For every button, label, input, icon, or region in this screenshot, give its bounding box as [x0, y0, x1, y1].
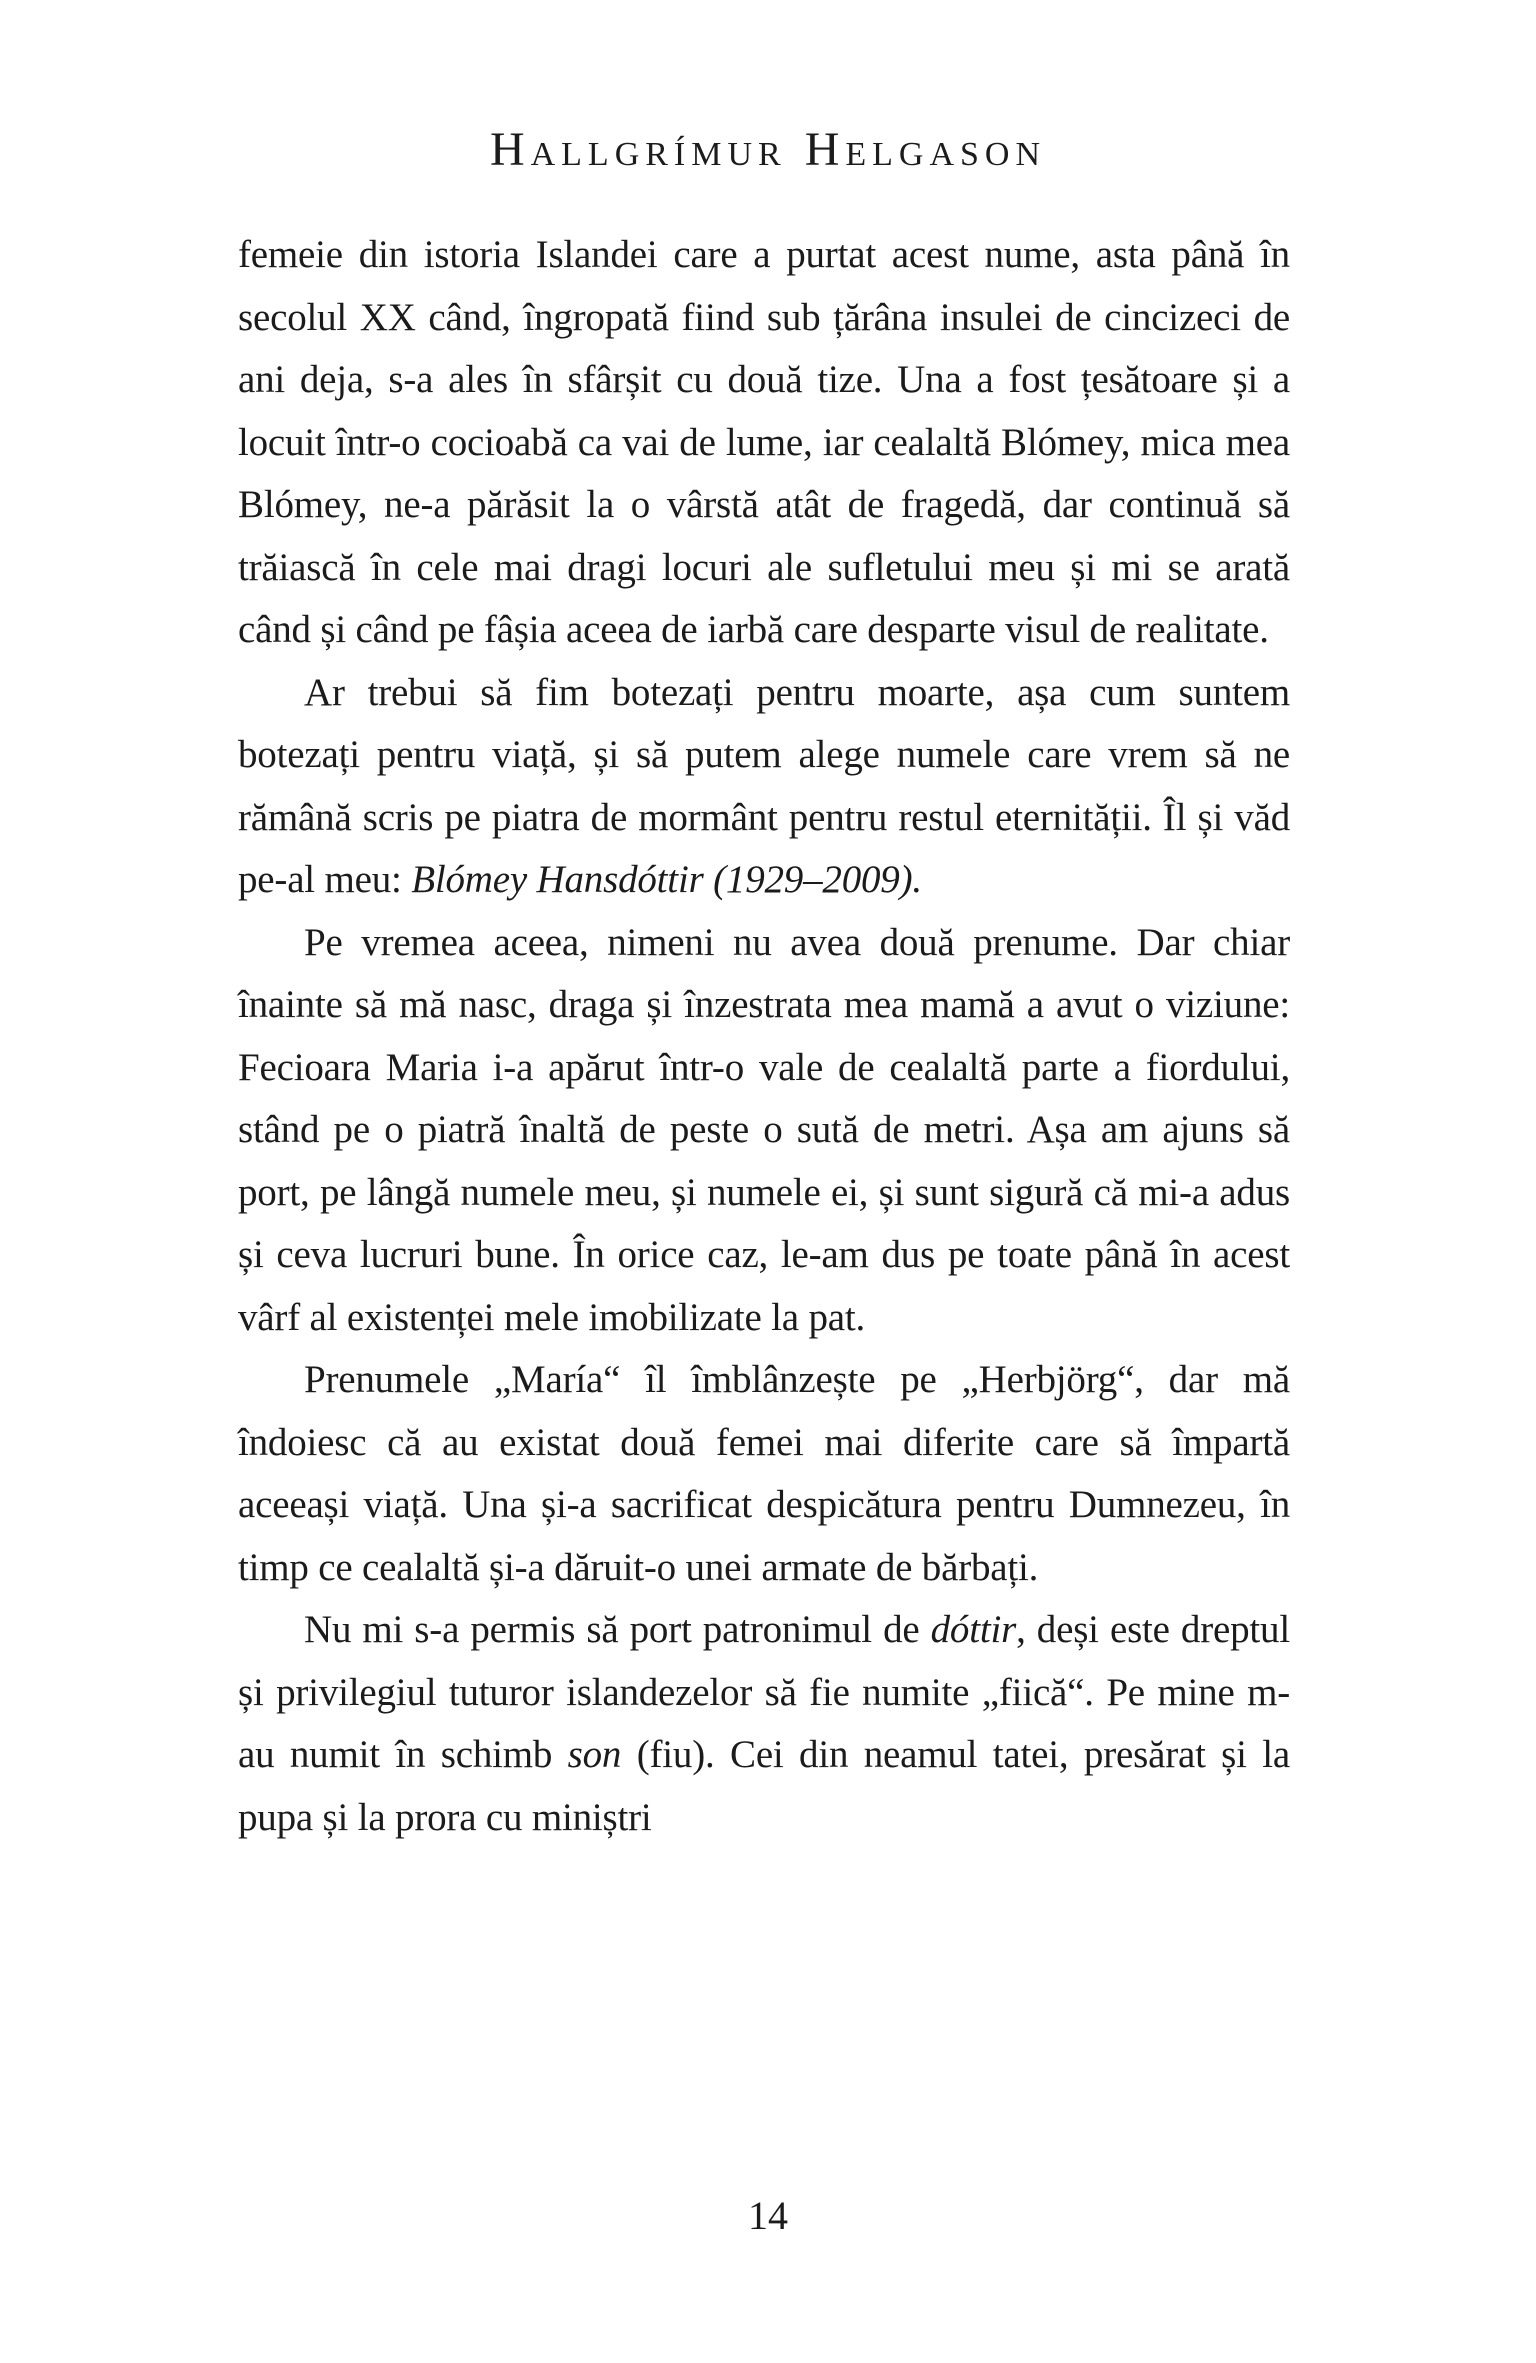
italic-text-segment: son [567, 1733, 622, 1776]
paragraph [238, 662, 1290, 912]
italic-text-segment: Blómey Hansdóttir (1929–2009). [411, 858, 922, 901]
paragraph [238, 224, 1290, 662]
text-segment: Ar trebui să fim botezați pentru moarte, așa cum suntem botezați pentru viață, și să putem alege numele care vrem să ne rămână scris pe piatra de mormânt pentru restul eternității. Îl și văd pe-al meu: [238, 670, 1290, 901]
paragraph [238, 1349, 1290, 1599]
page-number: 14 [748, 2193, 788, 2238]
running-header: Hallgrímur Helgason [489, 123, 1047, 176]
body-text [238, 224, 1290, 1849]
paragraph [238, 1599, 1290, 1849]
text-segment: Pe vremea aceea, nimeni nu avea două prenume. Dar chiar înainte să mă nasc, draga și înzestrata mea mamă a avut o viziune: Fecioara Maria i-a apărut într-o vale de cealaltă parte a fiordului, stând pe o piatră înaltă de peste o sută de metri. Așa am ajuns să port, pe lângă numele meu, și numele ei, și sunt sigură că mi-a adus și ceva lucruri bune. În orice caz, le-am dus pe toate până în acest vârf al existenței mele imobilizate la pat. [238, 920, 1290, 1339]
text-segment: Prenumele „María“ îl îmblânzește pe „Herbjörg“, dar mă îndoiesc că au existat două femei mai diferite care să împartă aceeași viață. Una și-a sacrificat despicătura pentru Dumnezeu, în timp ce cealaltă și-a dăruit-o unei armate de bărbați. [238, 1358, 1290, 1589]
text-segment: (fiu). Cei din neamul tatei, presărat și la pupa și la prora cu miniștri [238, 1733, 1290, 1839]
text-segment: Nu mi s-a permis să port patronimul de [304, 1608, 931, 1651]
text-segment: femeie din istoria Islandei care a purtat acest nume, asta până în secolul XX când, îngropată fiind sub țărâna insulei de cincizeci de ani deja, s-a ales în sfârșit cu două tize. Una a fost țesătoare și a locuit într-o cocioabă ca vai de lume, iar cealaltă Blómey, mica mea Blómey, ne-a părăsit la o vârstă atât de fragedă, dar continuă să trăiască în cele mai dragi locuri ale sufletului meu și mi se arată când și când pe fâșia aceea de iarbă care desparte visul de realitate. [238, 233, 1290, 651]
italic-text-segment: dóttir [930, 1608, 1017, 1651]
text-segment: , deși este dreptul și privilegiul tuturor islandezelor să fie numite „fiică“. Pe mine m-au numit în schimb [238, 1608, 1290, 1776]
paragraph [238, 912, 1290, 1350]
